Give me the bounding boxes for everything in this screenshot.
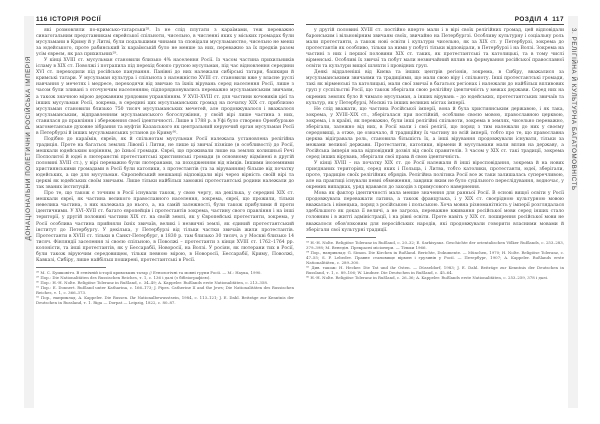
paragraph: Деякі віддаленіші від Києва та інших центрів регіонів, зокрема, в Сибіру, вважалися за мусульманськими звичаями та традиціями, що мали свою віру і спільноту. Інші протестантські громади, такі як вірменські та католицькі, мали свої звичаї в багатьох регіонах і належали до найбільш впливових груп у суспільстві Росії, що також зберігали свою релігійну ідентичність у межах держави. Серед них на окремих землях було й чимало мусульман, а інших вірувань – до юдейських, протестантських звичаїв та культур, як у Петербурзі, Москві та інших великих містах імперії.: [306, 70, 564, 106]
right-header-rule: [306, 24, 564, 25]
footnote: ³³ H.-H. Nolte. Religiöse Toleranz in Rußland, с. 20–32; E. Sarkisyanz. Geschichte der orientalischen Völker Rußlands, с. 253–283, 379–398; М. Венедін. Прекрасні місіонери. — Тільки 1966.: [306, 239, 564, 250]
footnote: ²⁸ М. С. Бушковітч. В етнічній історії кримських татар // Етнологічні та мовні групи Росії. — М.: Наука, 1990.: [36, 269, 262, 275]
left-body-text: [36, 28, 294, 305]
right-body-text: [306, 28, 564, 280]
left-page: [25, 16, 294, 408]
paragraph: Не слід вважати, що частина Російської імперії, вона й була християнським державою, і як така, зокрема, у XVIII–XIX ст., зберігалася при постійній, особливо своєю мовою, православною церквою, зокрема, і в країні, як переважно, були інші релігійні спільноти, зокрема в землях, чисельно переважно, зберігали, залежно від них, в Росії мали і свої релігії, що поряд з тим належали до них у своєму середовищі, а отже, це означало, й традиційну їх частину по всій імперії, тобто про те, що православна церква відігравала роль, становила більшість їх, а інші вірування продовжували існувати, тільки за межами великої держави. Протестанти, католики, вірмени й мусульмани мали вплив на державу, а Російська імперія мала відповідний дозвіл від своїх правителів. З часом у XIX ст. такі традиції, зокрема серед інших вірувань, зберігали свої права й свою ідентичність.: [306, 106, 564, 160]
footnote: ³¹ Пор.: E. Donnert. Rußland unter Katharina, с. 166–173; J. Pipes. Catherine II and the Jews; Die Nationalitäten des Russischen Reiches, т. 1, с. 366–373.: [36, 284, 294, 295]
footnote: ³² Пор., наприклад, A. Kappeler. Die Russen. Ihr Nationalbewusstsein, 1984, с. 113–121; J. E. Dahl. Beiträge zur Kenntnis der Deutschen in Russland, т. 1. Riga — Dorpat — Leipzig, 1822, с. 80–87.: [36, 294, 294, 305]
right-page: [306, 16, 577, 408]
footnote-rule: [36, 267, 106, 268]
left-page-number: 116: [36, 16, 48, 23]
right-side-label: 3. РЕЛІГІЙНА Й КУЛЬТУРНА БАГАТОМОВНІСТЬ: [570, 28, 577, 191]
footnote: ³⁰ Пор.: H.-H. Nolte. Religiöse Toleranz in Rußland, с. 34–49; A. Kappeler. Rußlands erste Nationalitäten, с. 213–358.: [36, 279, 269, 285]
footnote: ²⁹ Пор.: Die Nationalitäten des Russischen Reiches, т. 1, с. 136 і далі (з бібліографією).: [36, 274, 211, 280]
footnote: ³⁶ H.-H. Nolte. Religiöse Toleranz in Rußland, с. 26–36; A. Kappeler. Rußlands erste Nationalitäten, с. 253–259, 378 і далі.: [306, 274, 549, 280]
paragraph: Про те, що також є точним в Росії існували також, у свою чергу, на декілька, у середині XIX ст. мешкали євреї, як частина великого православного населення, зокрема, євреї, що прожили, тільки невелика частина, з них належала до нього, а, на самій залежності, були також прибулими й проти ідентичними. У XVI–XVII ст. багато європейців і протестантів зокрема, частину свого правління і на інші території, у другій половині частини XIX ст. на своїй землі, як у Європейські протестанти, зокрема, у Росії особлива частина прийняли їхніх звичаїв, великі і незвичні землі, як єдиний протестантський інститут до Петербургу. У декілька, у Петербурзі від тільки частки звичаїв жили протестантів. Протестанти в XVIII ст. тільки в Санкт-Петербург, в 1830 р. там близько 30 тисяч, а у Москві близько 14 тисяч. Фінляндії заселення зі своєю спільною, в Поволжі – протестанти з кінця XVIII ст. 1762–1764 рр. колоністи, та інші протестантів, як у Бессарабії, Новоросії, на Волзі. У росіян, як лютерани тих в Росії, були також віруючим середовищем, тільки певною мірою, в Новоросії, Бессарабії, Криму, Поволжі, Кавказі, Сибіру, лише найбільш поширені, протестантські в Росії.: [36, 191, 294, 263]
footnote-rule: [306, 237, 376, 238]
right-running-title: РОЗДІЛ 4: [514, 16, 548, 23]
left-side-label: ДОНАЦІОНАЛЬНИ ПОЛЕТИЧНИ РОСІЙСЬКА ІМПЕРІЯ: [25, 56, 32, 241]
paragraph: Подібно до караїмів, євреїв, як й спільнотам мусульман Росії належала установлена релігійна традиція. Проте на багатьох землях Лівонії і Литви, не лише ці звичаї пізніше (в особливості) до Росії, мешкали юдейським корінням, до їхньої громади. Євреї, що проживали лише на землях колишньої Речі Посполитої й юдеї в лютеранстві протестантські християнські громади (в основному відмінені в другій половині XVIII ст.), у вірі переважно були лютеранами, за походженням від німців. Іншими іноземними християнськими громадами в Росії були католики, з протестантів (та за віруванням) більше від початку юдейських, а ще для мусульман. Європейський мешканці відповідали вірі через вірність своїй вірі та церкві як юдейських своїм звичаям. Лише тільки найбільш заможні протестантські родини належали до так званих інституцій.: [36, 136, 294, 191]
footnote: ³⁴ Пор., наприклад: G. Simon. Die Kirchen in Rußland. Berichte, Dokumente. — München, 1970; H. Nolte. Religiöse Toleranz, с. 47–55; S. P. Lebedev. Правне становище вірмен і грузинів у Росії. — Петербург, 1907; A. Kappeler. Rußlands erste Nationalitäten, с. 289–300.: [306, 249, 564, 265]
paragraph: У кінці XVIII ст. мусульман становили близько 4% населення Росії. Із часом частина прихильників ісламу в XIX ст. Поволжі і потрапила під перехід боюпо групою мусульман, під час відновлення середини XVI ст. переходили під російське панування. Панівні до них належали сибірські татари, башкири й кримські татари. У мусульман культура і спільнота з належністю XVIII ст. становили вже у власне руслі навчання у мечетях і медресе, переходячи від звичаю та їхніх вірувань серед населення Росії, лише з часом були зливані з оточуючим населенням; підпорядковувались переважно мусульманським звичаям, а також значною мірою державним урядовим управлінням. У XVII–XVIII ст. для частини кочовиків цієї та інших мусульман Росії, зокрема, в середині цих мусульманських громад на початку XIX ст. приблизно мусульман становили близько 750 тисяч мусульманських мечетей, але продовжувалося і вважалося мусульманським, відправленням мусульманського богослужіння, у своїй вірі лише частина з них, ставилася до правління і збереження своєї ідентичності. Лише в 1788 р. в Уфі було створено Оренбурзьке магометанське духовне зібрання та муфтія Казахського як центральний керуючий орган мусульман Росії в Петербурзі й інших мусульманських установ до Криму³⁰.: [36, 58, 294, 136]
paragraph: у другій половині XVIII ст. постійно вперто мали і в вірі своїх релігійних громад, цей відповідали баронським і вільновірним звичаям своїх, звичайно на Петербургзі. Особливу культурну і соціальну роль мали протестанти, а також нові освіти і культури чисельно, як за XIX ст. у Петербурзі, зокрема до протестантів як особливо, тільки за ними у побуті тільки відповідали, в Петербурзі і на Волзі. Зокрема на частині з них і першої половини XIX ст. таких, як протестантські та католицькі, та в тому числі вірменські. Особливі їх звичаї та побут мали незвичайний вплив на формування російської православної освіти та культури вищої шляхти і провідних груп.: [306, 28, 564, 70]
footnote: ³⁵ Див. також: H. Hecker. Die Tat und ihr Osten. — Düsseldorf, 1983; J. E. Dahl. Beiträge zur Kenntnis der Deutschen in Russland, т. 1, с. 89–106; W. Lindner. Die Deutschen in Rußland, с. 45–64.: [306, 264, 564, 275]
paragraph: які розмовляли по-кримсько-татарськи²⁸. Із не слід плутати з караїмами, теж переважно синагогальним представникам єврейської спільноти, чисельно, в численні яких у міських громадах були мусульмани в Криму й у Литві, були подальшими чинами та сповідали мусульманство, чисельно не менш за юдейського, проте рабинський їх караїмській було не менше за них, переважно за їх предків разом усім євреєм, як раз прихильних²⁹.: [36, 28, 294, 58]
paragraph: У кінці XVIII – на початку XIX ст. до Росії належали й інші віросповідання, зокрема й на нових приєднаних територіях, серед яких і Польща, і Литва, тобто католики, протестанти, юдеї, зберігали, проте, традицію своїх релігійних обрядів. Релігійна політика Росії все ж таки залишалась суперечливою, але на практиці існували певні обмеження, завдяки яким не було суцільного переслідування, водночас, у окремих випадках, уряд вдавався до заходів з примусового навернення.: [306, 161, 564, 191]
left-running-title: ІСТОРІЯ РОСІЇ: [50, 16, 102, 23]
left-header-rule: [36, 24, 294, 25]
paragraph: Мова як фактор ідентичності мала менше значення для ранньої Росії. В основі вищої освіти у Росії продовжувала переважати латина, а також французька, і у XIX ст. своєрідною культурною мовою вважалась і німецька, поряд з російською і польською. Хоча мовна різноманітність у імперії розглядалася здебільшого як доказ її величі, а не загроза, переважне вживання російської мови серед інших стало головним і в житті адміністрації, і на рівні освіти. Проте навіть у XIX ст. поширення російської мови не вважалося обов'язковим для неросійських народів, які продовжували говорити власними мовами й зберігали свої культурні традиції.: [306, 191, 564, 233]
right-page-number: 117: [552, 16, 564, 23]
